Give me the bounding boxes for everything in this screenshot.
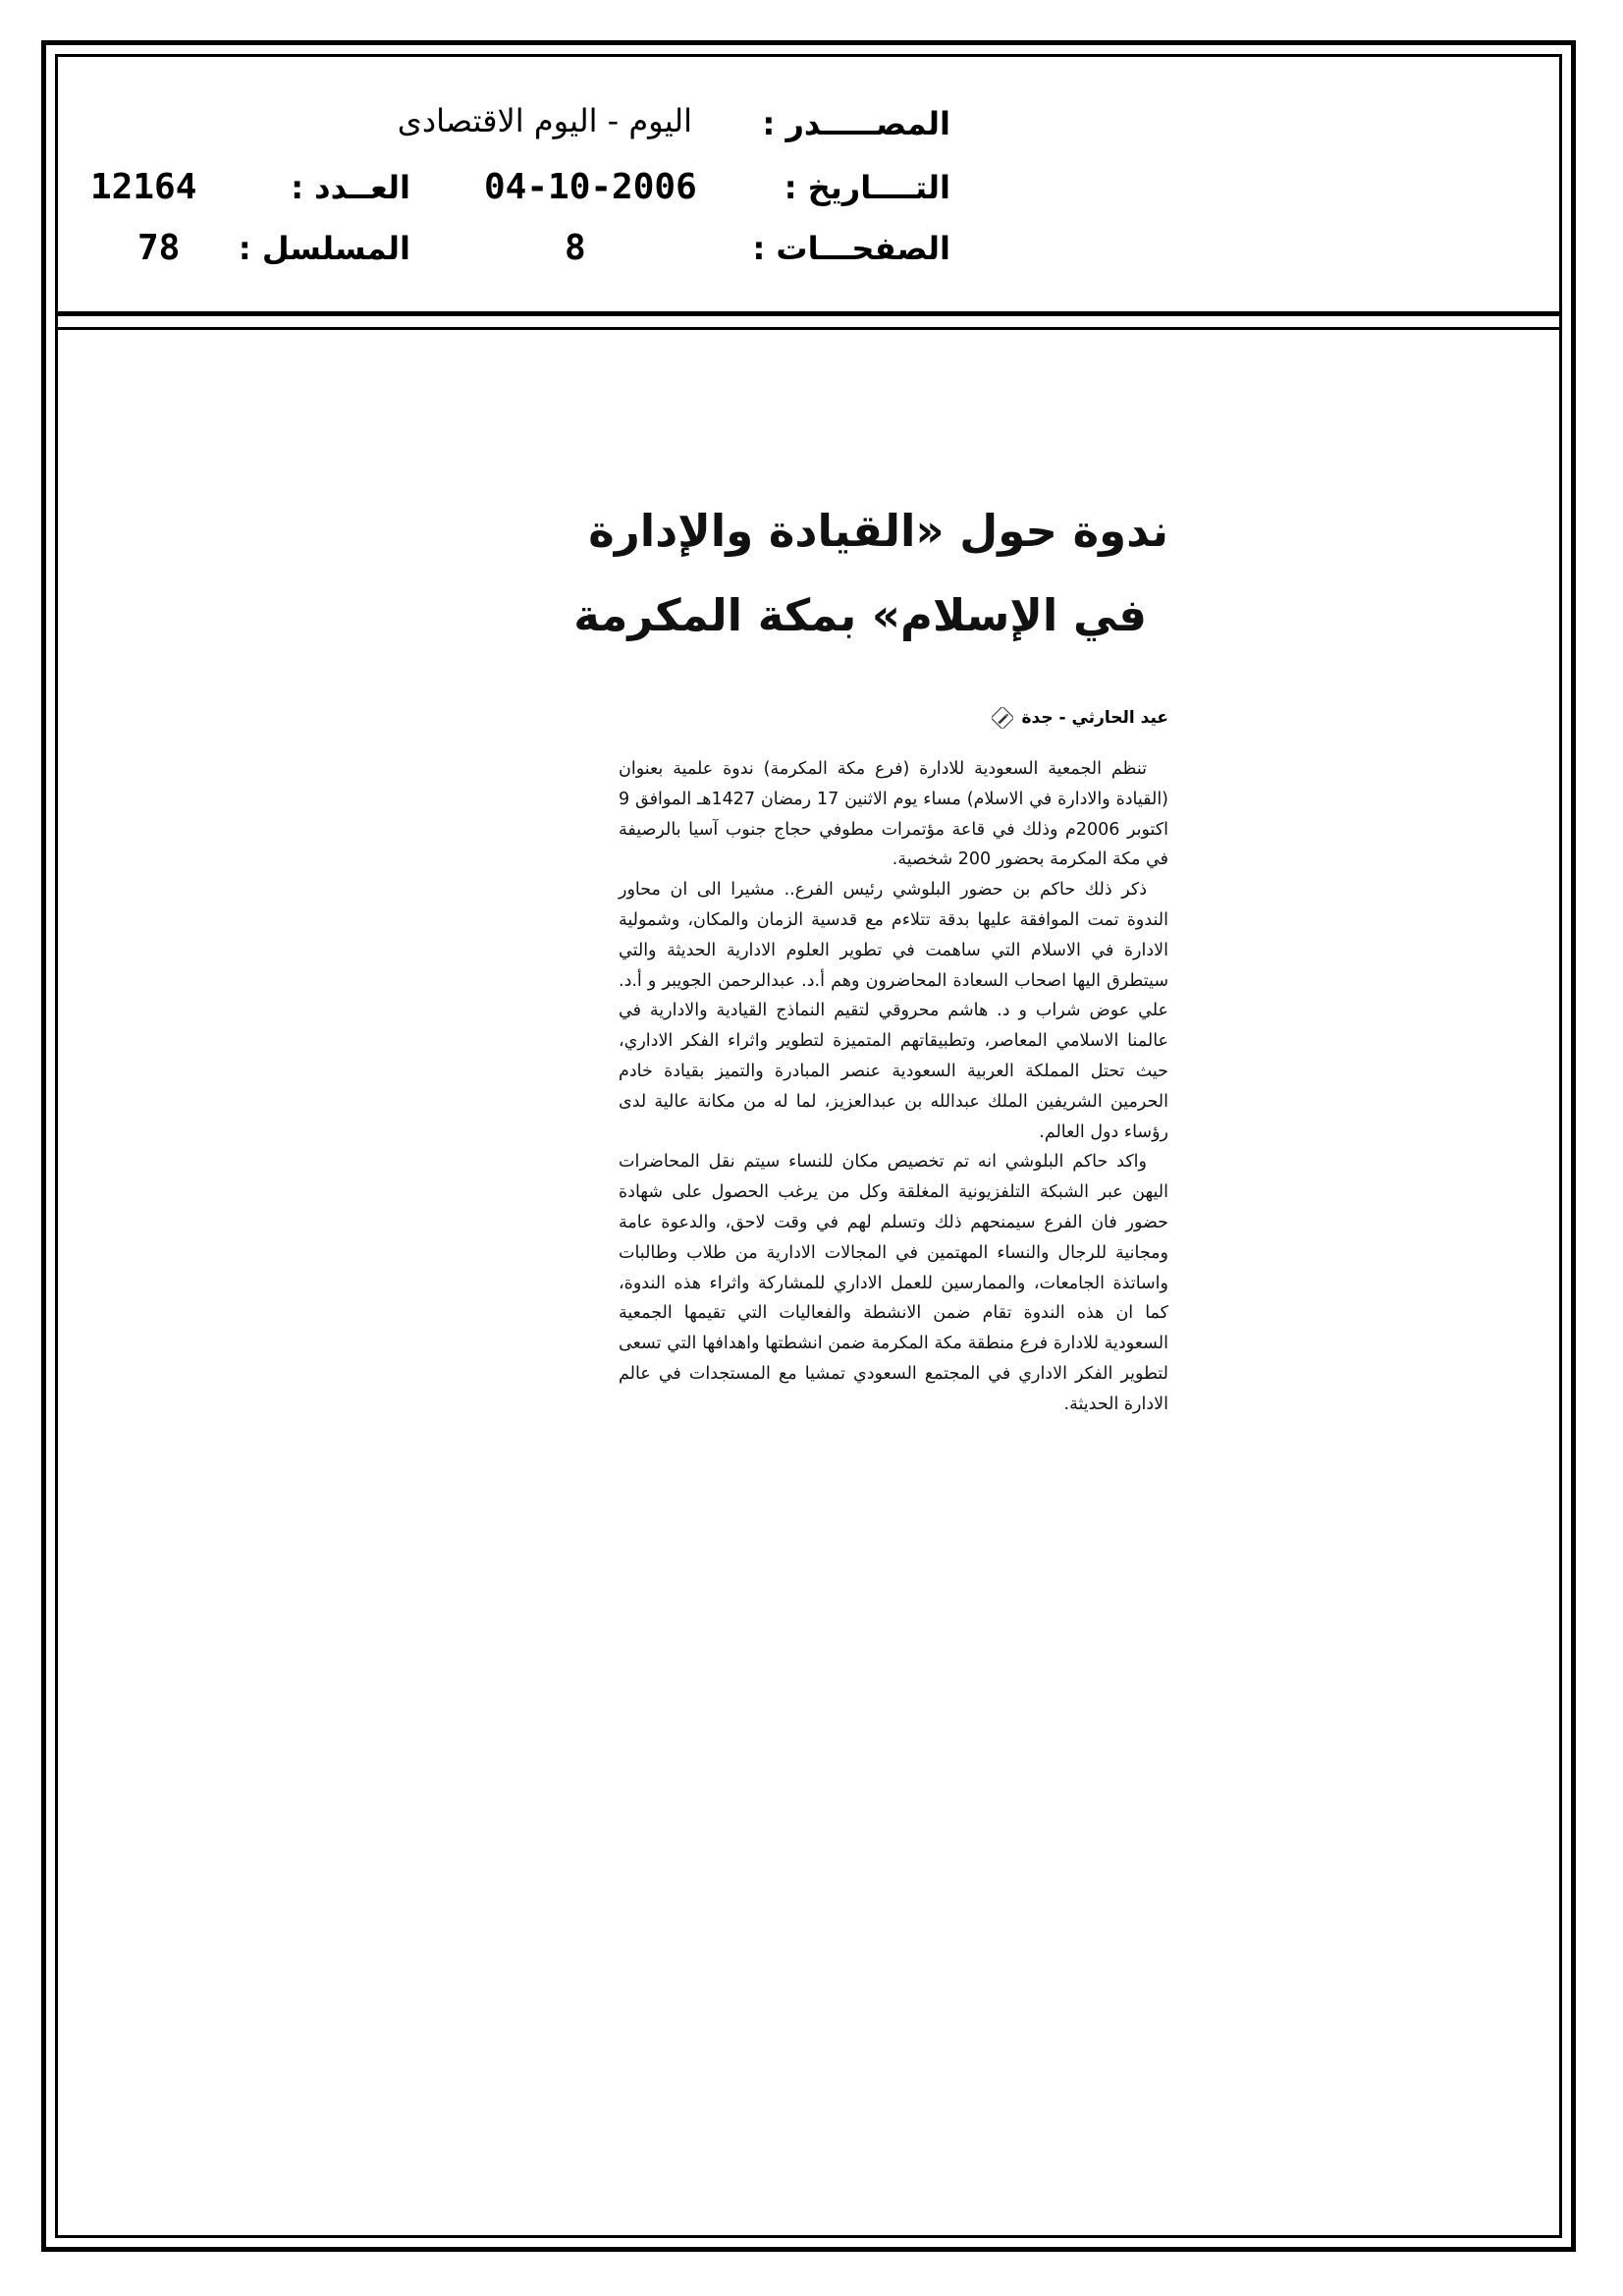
serial-value: 78 [137, 228, 181, 268]
pen-icon [992, 707, 1013, 729]
paragraph-2: ذكر ذلك حاكم بن حضور البلوشي رئيس الفرع.. مشيرا الى ان محاور الندوة تمت الموافقة عليها بدقة تتلاءم مع قدسية الزمان والمكان، وشمولية الادارة في الاسلام التي ساهمت في تطوير العلوم الادارية الحديثة والتي سيتطرق اليها اصحاب السعادة المحاضرون وهم أ.د. عبدالرحمن الجويبر و أ.د. علي عوض شراب و د. هاشم محروقي لتقيم النماذج القيادية والادارية في عالمنا الاسلامي المعاصر، وتطبيقاتهم المتميزة لتطوير واثراء الفكر الاداري، حيث تحتل المملكة العربية السعودية عنصر المبادرة والتميز بقيادة خادم الحرمين الشريفين الملك عبدالله بن عبدالعزيز، لما له من مكانة عالية لدى رؤساء دول العالم. [619, 880, 1168, 1142]
headline-line-2: في الإسلام» بمكة المكرمة [573, 589, 1147, 641]
byline [992, 707, 1168, 729]
source-label: المصـــــدر : [762, 105, 950, 142]
serial-label: المسلسل : [238, 230, 410, 267]
pages-value: 8 [565, 228, 586, 268]
pages-label: الصفحـــات : [752, 230, 950, 267]
header-divider-thin [55, 327, 1562, 330]
header-divider-thick [55, 311, 1562, 316]
paragraph-3: واكد حاكم البلوشي انه تم تخصيص مكان للنساء سيتم نقل المحاضرات اليهن عبر الشبكة التلفزيونية المغلقة وكل من يرغب الحصول على شهادة حضور فان الفرع سيمنحهم ذلك وتسلم لهم في وقت لاحق، والدعوة عامة ومجانية للرجال والنساء المهتمين في المجالات الادارية من طلاب وطالبات واساتذة الجامعات، والممارسين للعمل الاداري للمشاركة واثراء هذه الندوة، كما ان هذه الندوة تقام ضمن الانشطة والفعاليات التي تقيمها الجمعية السعودية للادارة فرع منطقة مكة المكرمة ضمن انشطتها واهدافها التي تسعى لتطوير الفكر الاداري في المجتمع السعودي تمشيا مع المستجدات في عالم الادارة الحديثة. [619, 1152, 1168, 1414]
issue-label: العــدد : [291, 169, 410, 206]
source-value: اليوم - اليوم الاقتصادى [397, 102, 692, 139]
date-label: التــــاريخ : [784, 169, 950, 206]
article-body [619, 754, 1168, 1420]
headline-line-1: ندوة حول «القيادة والإدارة [588, 505, 1168, 557]
issue-value: 12164 [90, 167, 197, 207]
byline-text: عيد الحارثي - جدة [1021, 708, 1168, 728]
paragraph-1: تنظم الجمعية السعودية للادارة (فرع مكة المكرمة) ندوة علمية بعنوان (القيادة والادارة في الاسلام) مساء يوم الاثنين 17 رمضان 1427هـ الموافق 9 اكتوبر 2006م وذلك في قاعة مؤتمرات مطوفي حجاج جنوب آسيا بالرصيفة في مكة المكرمة بحضور 200 شخصية. [619, 759, 1169, 870]
date-value: 04-10-2006 [484, 167, 697, 207]
